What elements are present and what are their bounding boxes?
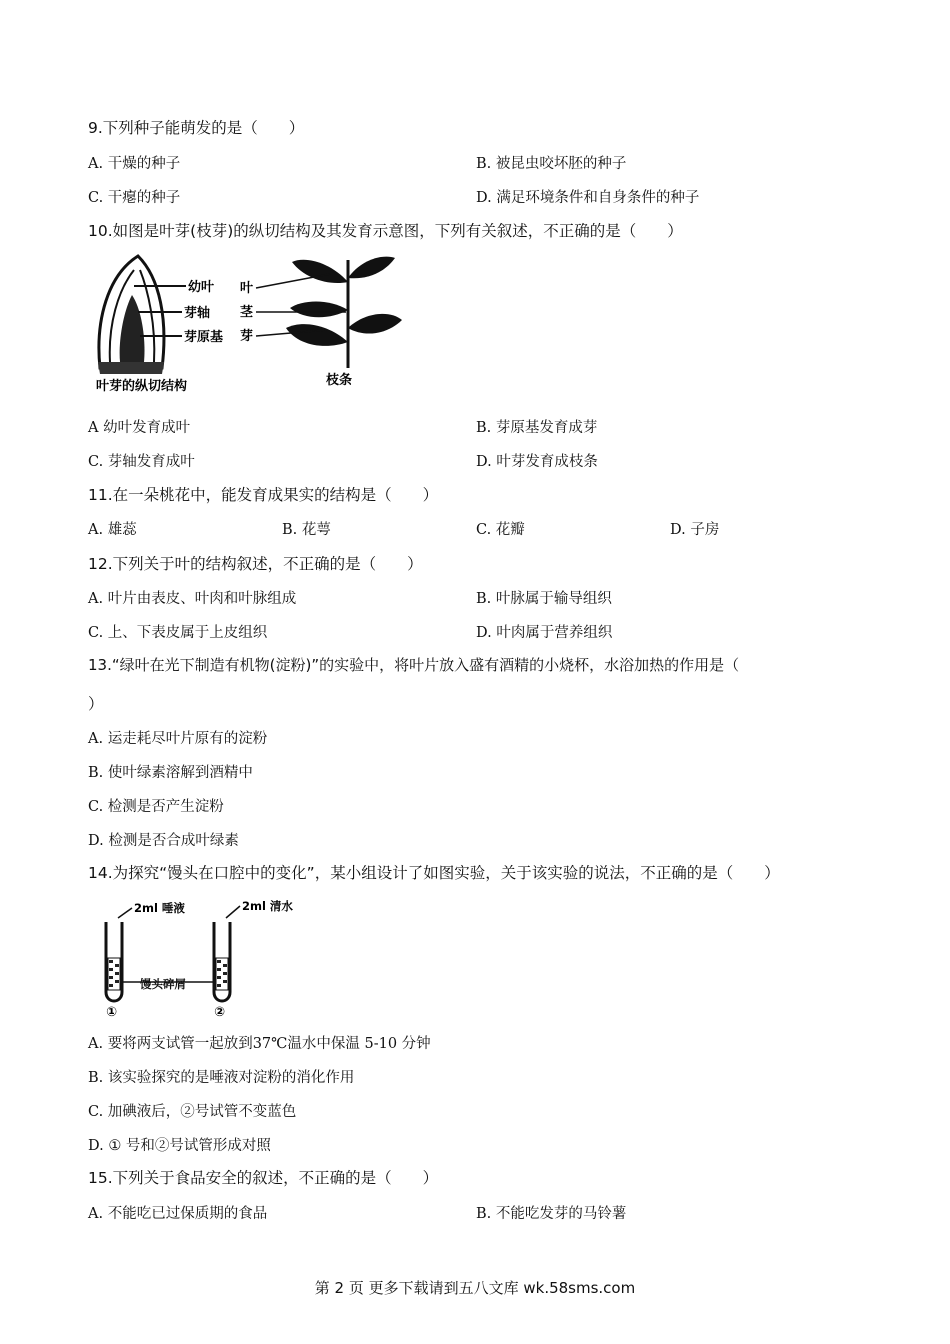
label-ya: 芽 [240,329,254,344]
q12-option-c: C. 上、下表皮属于上皮组织 [88,625,268,641]
q10-option-d: D. 叶芽发育成枝条 [476,454,598,470]
q14-option-d: D. ① 号和②号试管形成对照 [88,1138,271,1154]
q11-option-a: A. 雄蕊 [88,522,137,538]
bud-base [98,362,164,374]
q13-option-a: A. 运走耗尽叶片原有的淀粉 [88,731,268,747]
leaf-top-right [348,257,395,279]
q12-option-a: A. 叶片由表皮、叶肉和叶脉组成 [88,591,297,607]
caption-leaf-bud: 叶芽的纵切结构 [96,379,188,394]
q9-option-b: B. 被昆虫咬坏胚的种子 [476,156,627,172]
label-ye: 叶 [240,281,254,296]
q14-option-b: B. 该实验探究的是唾液对淀粉的消化作用 [88,1070,355,1086]
label-youye: 幼叶 [188,280,215,295]
q15-option-b: B. 不能吃发芽的马铃薯 [476,1206,627,1222]
q14-stem: 14.为探究“馒头在口腔中的变化”，某小组设计了如图实验，关于该实验的说法，不正确的是（ ） [88,864,780,882]
label-saliva: 2ml 唾液 [134,901,185,915]
q11-option-d: D. 子房 [670,522,720,538]
q13-stem-line1: 13.“绿叶在光下制造有机物(淀粉)”的实验中，将叶片放入盛有酒精的小烧杯，水浴加热的作用是（ [88,656,740,674]
q9-option-c: C. 干瘪的种子 [88,190,181,206]
leaf-low-left [286,324,348,346]
q11-option-b: B. 花萼 [282,522,331,538]
q13-option-c: C. 检测是否产生淀粉 [88,799,224,815]
q12-stem: 12.下列关于叶的结构叙述，不正确的是（ ） [88,555,423,573]
q10-stem: 10.如图是叶芽(枝芽)的纵切结构及其发育示意图，下列有关叙述，不正确的是（ ） [88,222,683,240]
q14-option-c: C. 加碘液后，②号试管不变蓝色 [88,1104,297,1120]
leaf-mid-left [290,302,348,318]
q13-option-d: D. 检测是否合成叶绿素 [88,833,239,849]
q15-option-a: A. 不能吃已过保质期的食品 [88,1206,268,1222]
q9-option-a: A. 干燥的种子 [88,156,181,172]
leaf-bud-figure [90,250,420,400]
q11-option-c: C. 花瓣 [476,522,525,538]
page-footer: 第 2 页 更多下载请到五八文库 wk.58sms.com [314,1279,636,1297]
q11-stem: 11.在一朵桃花中，能发育成果实的结构是（ ） [88,486,439,504]
label-water: 2ml 清水 [242,899,293,913]
tube-number-1: ① [106,1005,118,1020]
label-yazhou: 芽轴 [184,306,211,321]
q10-option-b: B. 芽原基发育成芽 [476,420,598,436]
tube-number-2: ② [214,1005,226,1020]
q9-stem: 9.下列种子能萌发的是（ ） [88,119,305,137]
label-yayuanji: 芽原基 [184,330,224,345]
bud-core [120,295,145,362]
q13-stem-line2: ） [88,695,104,713]
q10-option-c: C. 芽轴发育成叶 [88,454,195,470]
caption-branch: 枝条 [326,373,353,388]
q12-option-b: B. 叶脉属于输导组织 [476,591,612,607]
leaf-low-right [348,314,402,334]
q13-option-b: B. 使叶绿素溶解到酒精中 [88,765,253,781]
label-crumbs: 馒头碎屑 [140,977,186,991]
q10-option-a: A 幼叶发育成叶 [88,420,191,436]
label-jing: 茎 [240,305,254,320]
q9-option-d: D. 满足环境条件和自身条件的种子 [476,190,700,206]
q15-stem: 15.下列关于食品安全的叙述，不正确的是（ ） [88,1169,439,1187]
q12-option-d: D. 叶肉属于营养组织 [476,625,613,641]
q14-option-a: A. 要将两支试管一起放到37℃温水中保温 5-10 分钟 [88,1036,431,1052]
test-tube-figure [96,892,316,1022]
